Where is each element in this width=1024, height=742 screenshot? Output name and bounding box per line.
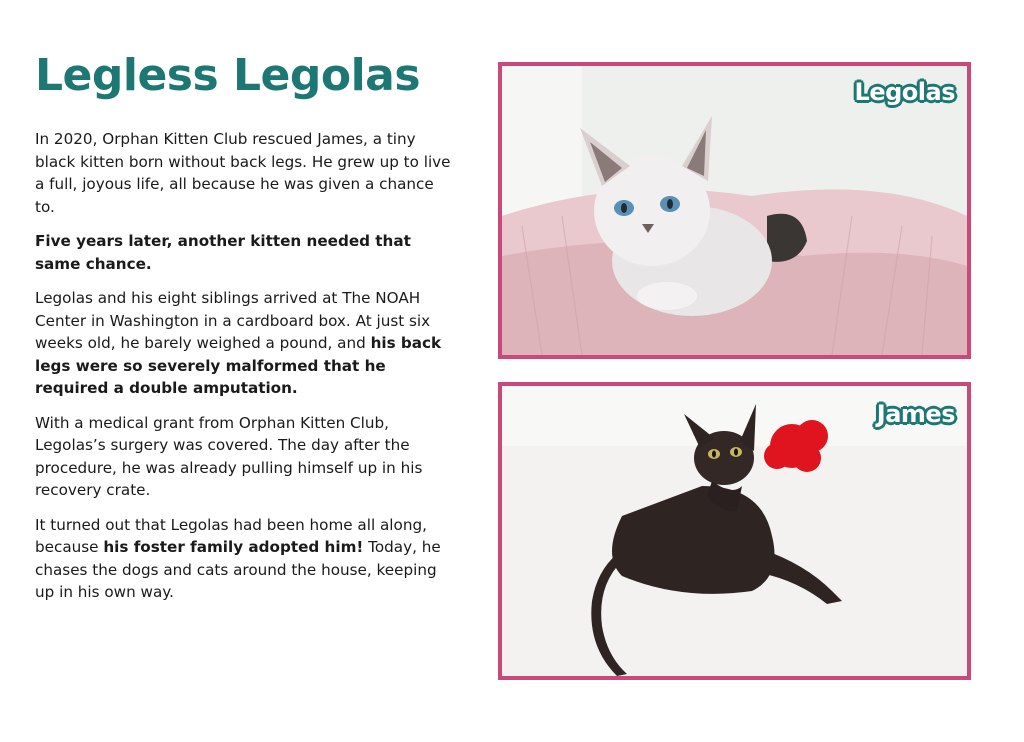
paragraph-arrival-bold: his back legs were so severely malformed that he required a double amputation. bbox=[35, 334, 442, 397]
legolas-photo bbox=[498, 62, 971, 359]
paragraph-adoption-end: Today, he chases the dogs and cats around the house, keeping up in his own way. bbox=[35, 538, 441, 601]
paragraph-surgery: With a medical grant from Orphan Kitten Club, Legolas’s surgery was covered. The day after the procedure, he was already pulling himself up in his recovery crate. bbox=[35, 413, 423, 499]
paragraph-arrival-text: Legolas and his eight siblings arrived at The NOAH Center in Washington in a cardboard box. At just six weeks old, he barely weighed a pound, and bbox=[35, 289, 431, 352]
legolas-kitten-image bbox=[502, 66, 967, 355]
james-kitten-image bbox=[502, 386, 967, 676]
legolas-label: Legolas bbox=[854, 78, 955, 106]
paragraph-arrival bbox=[35, 287, 455, 400]
page-title: Legless Legolas bbox=[35, 50, 421, 101]
paragraph-adoption-bold: his foster family adopted him! bbox=[103, 538, 364, 556]
paragraph-intro: In 2020, Orphan Kitten Club rescued James, a tiny black kitten born without back legs. He grew up to live a full, joyous life, all because he was given a chance to. bbox=[35, 130, 451, 216]
james-photo bbox=[498, 382, 971, 680]
paragraph-highlight: Five years later, another kitten needed that same chance. bbox=[35, 232, 411, 273]
article-body bbox=[35, 128, 455, 616]
james-label: James bbox=[876, 400, 955, 428]
paragraph-adoption-text: It turned out that Legolas had been home all along, because bbox=[35, 515, 427, 556]
paragraph-adoption bbox=[35, 514, 455, 604]
